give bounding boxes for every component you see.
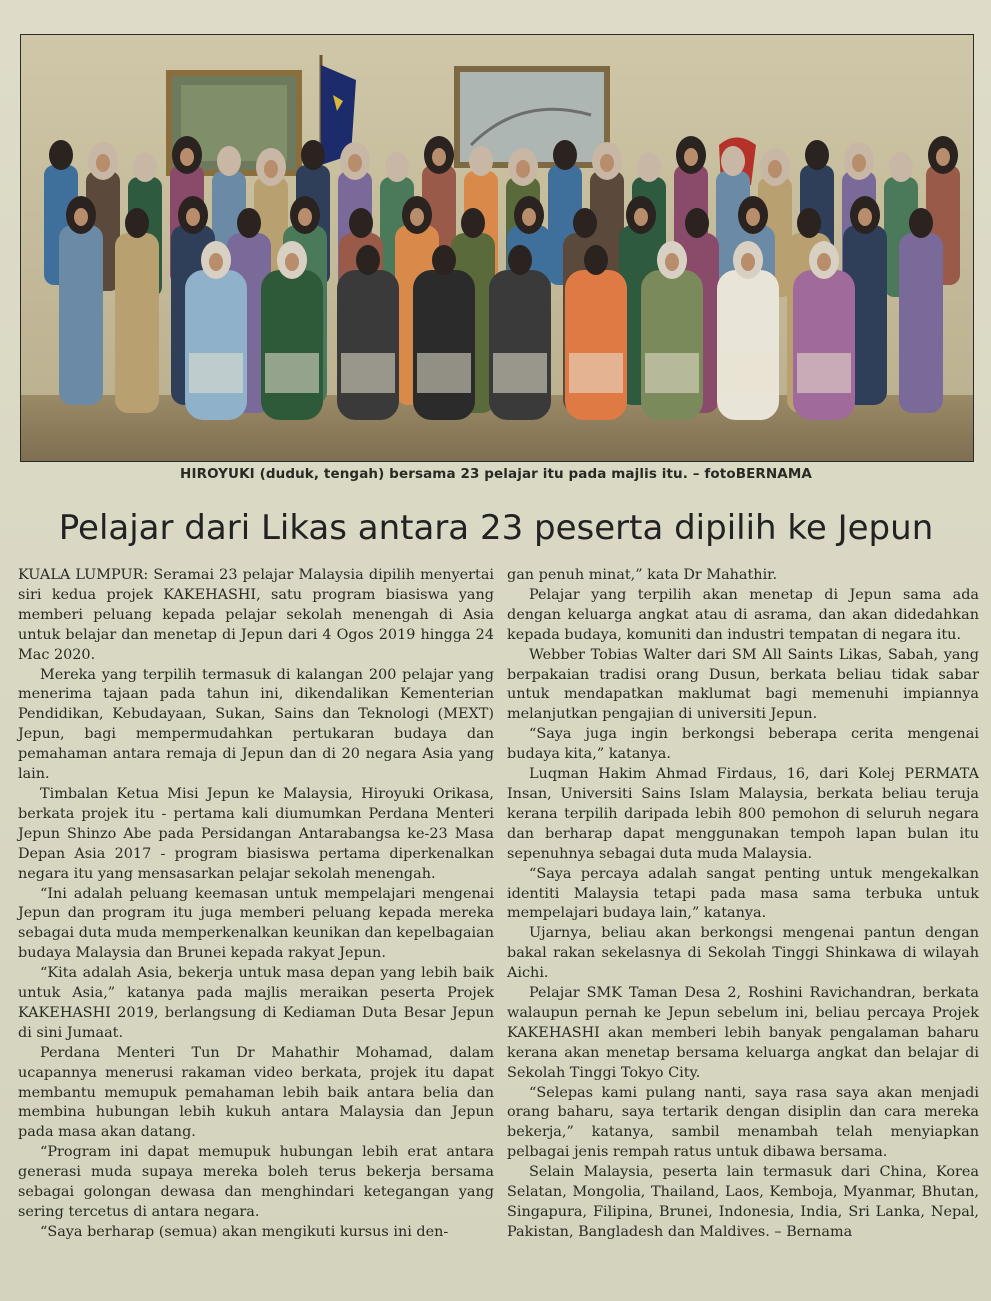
article-paragraph: gan penuh minat,” kata Dr Mahathir.	[507, 567, 778, 583]
article-column-right	[507, 566, 979, 1243]
article-paragraph: Webber Tobias Walter dari SM All Saints Likas, Sabah, yang berpakaian tradisi orang Dusun, berkata beliau tidak sabar untuk mendapatkan maklumat bagi memenuhi impiannya melanjutkan pengajian di universiti Jepun.	[507, 646, 979, 723]
article-headline: Pelajar dari Likas antara 23 peserta dipilih ke Jepun	[58, 508, 934, 548]
article-dateline: KUALA LUMPUR:	[18, 567, 149, 583]
article-paragraph: “Saya percaya adalah sangat penting untuk mengekalkan identiti Malaysia tetapi pada masa sama terbuka untuk mempelajari budaya lain,” katanya.	[507, 865, 979, 922]
photo-caption: HIROYUKI (duduk, tengah) bersama 23 pelajar itu pada majlis itu. – fotoBERNAMA	[180, 466, 812, 482]
article-paragraph: Perdana Menteri Tun Dr Mahathir Mohamad, dalam ucapannya menerusi rakaman video berkata, projek itu dapat membantu memupuk pemahaman lebih baik antara belia dan membina hubungan lebih kukuh antara Malaysia dan Jepun pada masa akan datang.	[18, 1044, 494, 1141]
article-paragraph: “Ini adalah peluang keemasan untuk mempelajari mengenai Jepun dan program itu juga memberi peluang kepada mereka sebagai duta muda memperkenalkan keunikan dan kepelbagaian budaya Malaysia dan Brunei kepada rakyat Jepun.	[18, 885, 494, 962]
article-column-left	[18, 566, 494, 1243]
article-paragraph: Pelajar yang terpilih akan menetap di Jepun sama ada dengan keluarga angkat atau di asrama, dan akan didedahkan kepada budaya, komuniti dan industri tempatan di negara itu.	[507, 586, 979, 643]
article-paragraph: “Program ini dapat memupuk hubungan lebih erat antara generasi muda supaya mereka boleh terus bekerja bersama sebagai golongan dewasa dan menghindari ketegangan yang sering tercetus di antara negara.	[18, 1144, 494, 1220]
article-paragraph: Timbalan Ketua Misi Jepun ke Malaysia, Hiroyuki Orikasa, berkata projek itu - pertama kali diumumkan Perdana Menteri Jepun Shinzo Abe pada Persidangan Antarabangsa ke-23 Masa Depan Asia 2017 - program biasiswa pertama diperkenalkan negara itu yang mensasarkan pelajar sekolah menengah.	[18, 785, 494, 882]
article-paragraph: Ujarnya, beliau akan berkongsi mengenai pantun dengan bakal rakan sekelasnya di Sekolah Tinggi Shinkawa di wilayah Aichi.	[507, 925, 979, 982]
article-paragraph: Mereka yang terpilih termasuk di kalangan 200 pelajar yang menerima tajaan pada tahun ini, dikendalikan Kementerian Pendidikan, Kebudayaan, Sukan, Sains dan Teknologi (MEXT) Jepun, bagi mempermudahkan pertukaran budaya dan pemahaman antara remaja di Jepun dan di 20 negara Asia yang lain.	[18, 666, 494, 783]
article-paragraph: Luqman Hakim Ahmad Firdaus, 16, dari Kolej PERMATA Insan, Universiti Sains Islam Malaysia, berkata beliau teruja kerana terpilih daripada lebih 800 pemohon di seluruh negara dan berharap dapat menggunakan tempoh lapan bulan itu sepenuhnya sebagai duta muda Malaysia.	[507, 766, 979, 862]
article-paragraph: “Selepas kami pulang nanti, saya rasa saya akan menjadi orang baharu, saya tertarik dengan disiplin dan cara mereka bekerja,” katanya, sambil menambah telah menyiapkan pelbagai jenis rempah ratus untuk dibawa bersama.	[507, 1084, 979, 1161]
article-paragraph: Pelajar SMK Taman Desa 2, Roshini Ravichandran, berkata walaupun pernah ke Jepun sebelum ini, beliau percaya Projek KAKEHASHI akan memberi lebih banyak pengalaman baharu kerana akan menetap bersama keluarga angkat dan belajar di Sekolah Tinggi Tokyo City.	[507, 985, 979, 1081]
article-paragraph: “Saya berharap (semua) akan mengikuti kursus ini den-	[40, 1223, 449, 1240]
article-paragraph: “Saya juga ingin berkongsi beberapa cerita mengenai budaya kita,” katanya.	[507, 726, 979, 763]
article-paragraph: Selain Malaysia, peserta lain termasuk dari China, Korea Selatan, Mongolia, Thailand, Laos, Kemboja, Myanmar, Bhutan, Singapura, Filipina, Brunei, Indonesia, India, Sri Lanka, Nepal, Pakistan, Bangladesh dan Maldives. – Bernama	[507, 1164, 979, 1240]
article-paragraph: “Kita adalah Asia, bekerja untuk masa depan yang lebih baik untuk Asia,” katanya pada majlis meraikan peserta Projek KAKEHASHI 2019, berlangsung di Kediaman Duta Besar Jepun di sini Jumaat.	[18, 965, 494, 1041]
article-paragraph: KUALA LUMPUR: Seramai 23 pelajar Malaysia dipilih menyertai siri kedua projek KAKEHASHI, satu program biasiswa yang memberi peluang kepada pelajar sekolah menengah di Asia untuk belajar dan menetap di Jepun dari 4 Ogos 2019 hingga 24 Mac 2020.	[18, 567, 494, 663]
group-photo	[20, 34, 974, 462]
